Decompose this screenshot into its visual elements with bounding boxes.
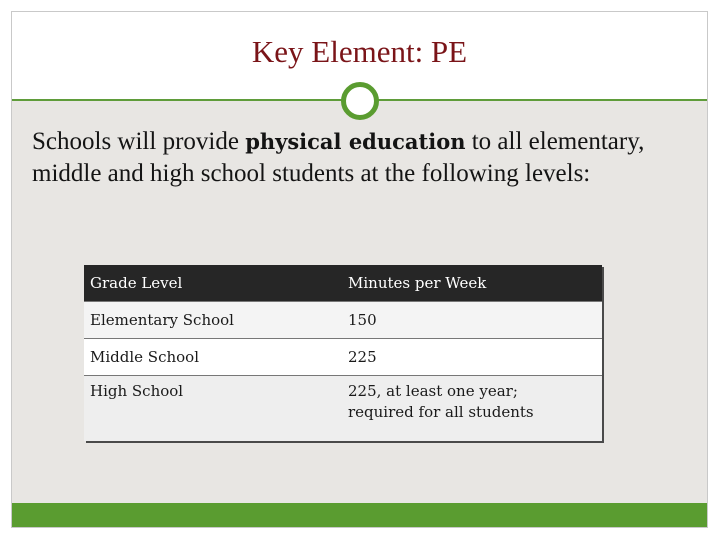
bottom-accent-bar <box>12 503 707 527</box>
header-grade-level: Grade Level <box>84 265 342 302</box>
slide-title: Key Element: PE <box>251 34 468 69</box>
grade-cell: Middle School <box>84 339 342 376</box>
body-text-suffix: to all elementary, middle and high school students at the following levels: <box>32 128 645 187</box>
pe-minutes-table <box>84 265 602 441</box>
minutes-cell: 225, at least one year; required for all students <box>342 376 602 442</box>
grade-cell: High School <box>84 376 342 442</box>
header-minutes-per-week: Minutes per Week <box>342 265 602 302</box>
minutes-cell: 225 <box>342 339 602 376</box>
body-paragraph <box>32 126 672 190</box>
table-row <box>84 302 602 339</box>
grade-cell: Elementary School <box>84 302 342 339</box>
slide <box>11 11 708 528</box>
table-header-row <box>84 265 602 302</box>
table-row <box>84 376 602 442</box>
circle-ornament-icon <box>341 82 379 120</box>
minutes-cell: 150 <box>342 302 602 339</box>
body-text-prefix: Schools will provide <box>32 128 246 155</box>
table-row <box>84 339 602 376</box>
body-text-emphasis: physical education <box>245 129 466 154</box>
